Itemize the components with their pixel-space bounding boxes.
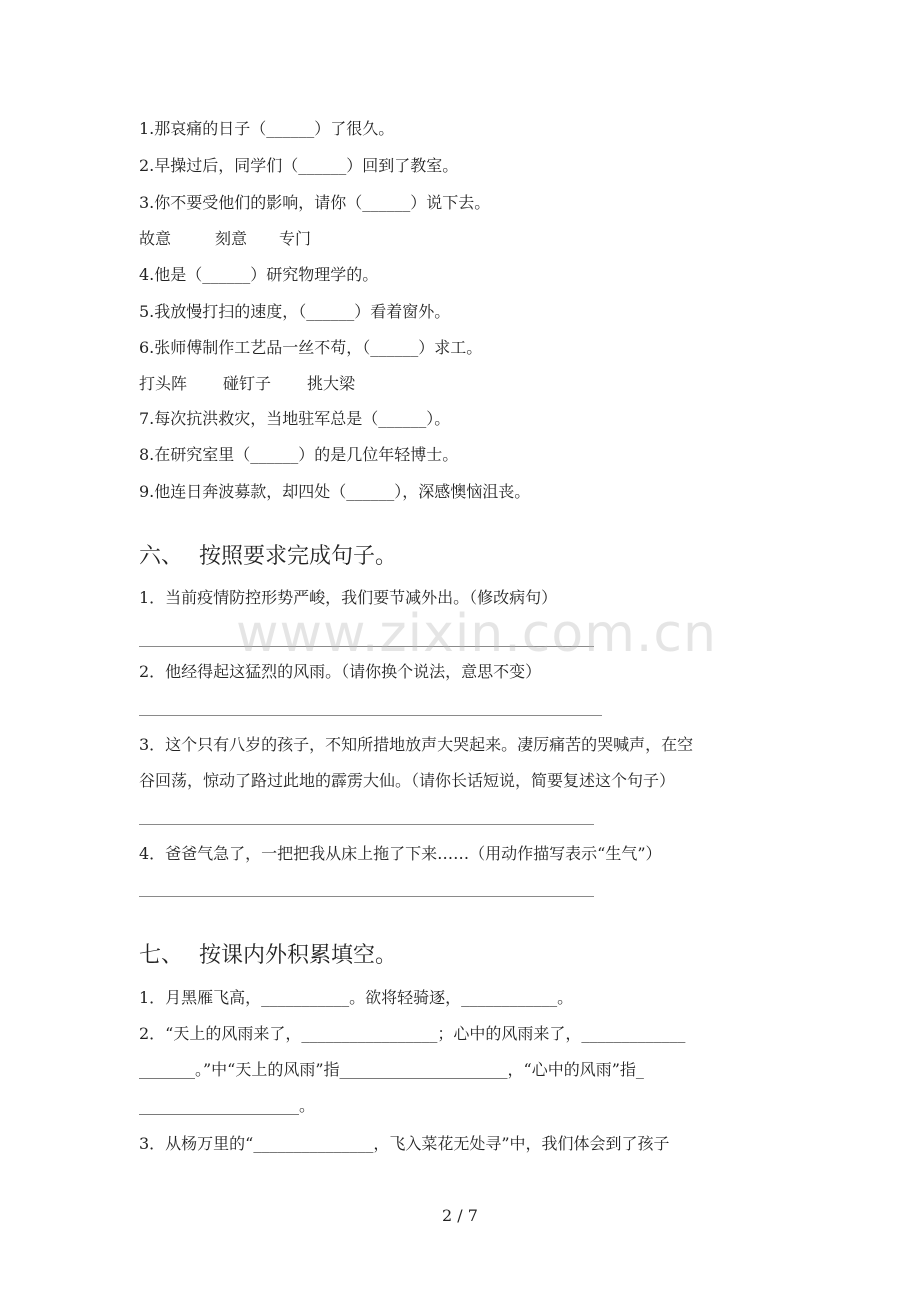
s7-question-1: 1．月黑雁飞高，___________。欲将轻骑逐，____________。 (139, 988, 574, 1007)
question-5: 5.我放慢打扫的速度，（______）看着窗外。 (139, 302, 451, 321)
section-title: 按照要求完成句子。 (199, 544, 398, 569)
question-7: 7.每次抗洪救灾，当地驻军总是（______）。 (139, 409, 451, 428)
answer-line[interactable] (139, 824, 594, 825)
word-bank-item: 挑大梁 (307, 374, 356, 393)
section-heading-7 (139, 942, 397, 970)
question-8: 8.在研究室里（______）的是几位年轻博士。 (139, 445, 459, 464)
word-bank-item: 专门 (279, 229, 312, 248)
page-number: 2 / 7 (442, 1206, 478, 1225)
answer-line[interactable] (139, 896, 594, 897)
s6-question-1: 1．当前疫情防控形势严峻，我们要节减外出。（修改病句） (139, 588, 558, 607)
word-bank-item: 刻意 (215, 229, 248, 248)
question-2: 2.早操过后，同学们（______）回到了教室。 (139, 156, 459, 175)
question-9: 9.他连日奔波募款，却四处（______），深感懊恼沮丧。 (139, 482, 531, 501)
word-bank-1 (139, 228, 311, 250)
s7-question-2-line-2: _______。”中“天上的风雨”指_____________________，“心中的风雨”指_ (139, 1060, 644, 1079)
section-heading-6 (139, 543, 397, 571)
watermark: www.zixin.com.cn (236, 604, 717, 664)
question-3: 3.你不要受他们的影响，请你（______）说下去。 (139, 193, 491, 212)
answer-line[interactable] (139, 715, 602, 716)
word-bank-item: 故意 (139, 229, 172, 248)
word-bank-item: 碰钉子 (223, 374, 272, 393)
section-number: 七、 (139, 943, 184, 968)
s6-question-3-line-1: 3．这个只有八岁的孩子，不知所措地放声大哭起来。凄厉痛苦的哭喊声，在空 (139, 735, 694, 754)
question-4: 4.他是（______）研究物理学的。 (139, 265, 379, 284)
word-bank-2 (139, 373, 355, 395)
s6-question-4: 4．爸爸气急了，一把把我从床上拖了下来……（用动作描写表示“生气”） (139, 844, 662, 863)
question-1: 1.那哀痛的日子（______）了很久。 (139, 119, 395, 138)
s6-question-2: 2．他经得起这猛烈的风雨。（请你换个说法，意思不变） (139, 662, 542, 681)
question-6: 6.张师傅制作工艺品一丝不苟，（______）求工。 (139, 338, 483, 357)
section-title: 按课内外积累填空。 (199, 943, 398, 968)
s7-question-2-line-1: 2．“天上的风雨来了，_________________；心中的风雨来了，_____________ (139, 1024, 686, 1043)
section-number: 六、 (139, 544, 184, 569)
s6-question-3-line-2: 谷回荡，惊动了路过此地的霹雳大仙。（请你长话短说，简要复述这个句子） (139, 771, 676, 790)
word-bank-item: 打头阵 (139, 374, 188, 393)
s7-question-2-line-3: ____________________。 (139, 1096, 316, 1115)
s7-question-3: 3．从杨万里的“_______________，飞入菜花无处寻”中，我们体会到了孩子 (139, 1134, 670, 1153)
